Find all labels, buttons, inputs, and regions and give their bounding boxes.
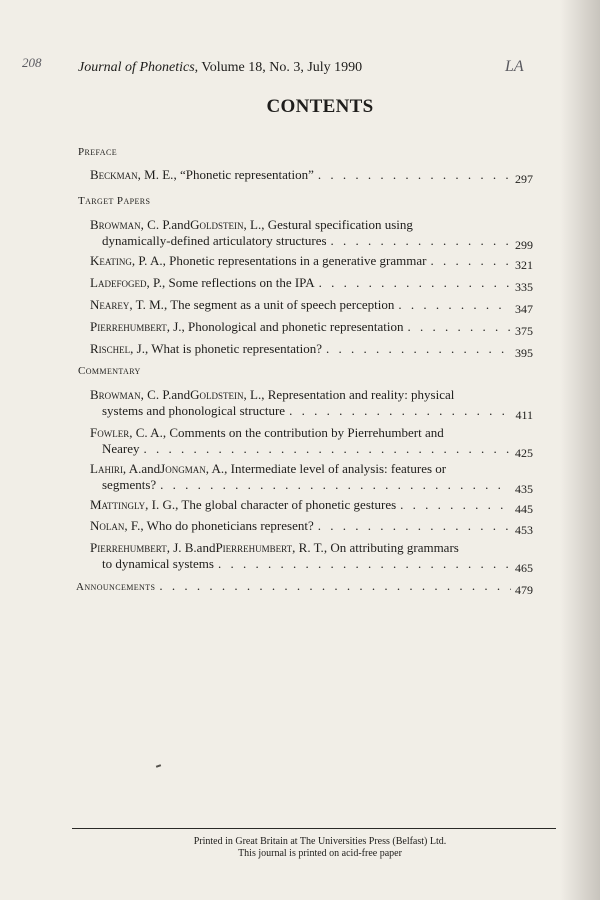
entry-page: 299 [515, 238, 533, 252]
entry-title: , Who do phoneticians represent? [140, 518, 314, 533]
entry-author: Nearey, T. M. [90, 297, 164, 312]
entry-author: Goldstein, L. [190, 217, 262, 232]
entry-author: Browman, C. P. [90, 217, 172, 232]
entry-page: 297 [515, 172, 533, 186]
entry-leader [159, 578, 511, 594]
entry-leader [218, 556, 511, 572]
entry-leader [319, 275, 511, 291]
entry-leader [144, 441, 511, 457]
toc-entry [90, 461, 533, 496]
entry-author: Nolan, F. [90, 518, 141, 533]
entry-leader [398, 297, 511, 313]
entry-author: Fowler, C. A. [90, 425, 163, 440]
toc-entry [90, 387, 533, 422]
page-edge-shadow [560, 0, 600, 900]
entry-author: Goldstein, L. [190, 387, 262, 402]
section-preface: Preface [78, 146, 117, 158]
entry-author: Pierrehumbert, J. B. [90, 540, 197, 555]
entry-and: and [141, 461, 161, 476]
entry-author: Ladefoged, P. [90, 275, 162, 290]
entry-author: Keating, P. A. [90, 253, 163, 268]
entry-leader [430, 253, 511, 269]
entry-leader [289, 403, 511, 419]
entry-title: , Some reflections on the IPA [161, 275, 315, 290]
entry-title: , Phonological and phonetic representation [181, 319, 404, 334]
toc-entry [90, 253, 533, 272]
entry-page: 453 [515, 523, 533, 537]
entry-and: and [171, 217, 191, 232]
entry-page: 411 [515, 408, 533, 422]
entry-page: 347 [515, 302, 533, 316]
entry-title: , Gestural specification using [261, 217, 413, 232]
entry-author: Lahiri, A. [90, 461, 142, 476]
entry-title: , The segment as a unit of speech perception [163, 297, 395, 312]
entry-author: Pierrehumbert, R. T. [215, 540, 324, 555]
entry-and: and [196, 540, 216, 555]
toc-entry [90, 297, 533, 316]
entry-leader [160, 477, 511, 493]
entry-page: 335 [515, 280, 533, 294]
page-title: CONTENTS [266, 96, 374, 117]
entry-title: , Representation and reality: physical [261, 387, 455, 402]
entry-author: Beckman, M. E. [90, 167, 174, 182]
entry-leader [400, 497, 511, 513]
entry-title: , Intermediate level of analysis: features or [224, 461, 447, 476]
toc-entry [90, 167, 533, 186]
journal-name: Journal of Phonetics [78, 60, 195, 75]
entry-title: , The global character of phonetic gestures [175, 497, 397, 512]
footer-rule [72, 828, 556, 829]
entry-page: 435 [515, 482, 533, 496]
footer-printer: Printed in Great Britain at The Universities Press (Belfast) Ltd. [193, 836, 447, 847]
entry-and: and [171, 387, 191, 402]
handwritten-page-note: 208 [22, 55, 42, 70]
ink-speck [156, 764, 161, 768]
entry-leader [331, 233, 511, 249]
toc-entry [90, 319, 533, 338]
entry-leader [408, 319, 511, 335]
entry-title: segments? [102, 477, 157, 492]
journal-header [78, 60, 362, 76]
entry-title: systems and phonological structure [102, 403, 286, 418]
entry-author: Jongman, A. [160, 461, 225, 476]
toc-entry [90, 217, 533, 252]
footer-paper-note: This journal is printed on acid-free paper [238, 848, 402, 859]
entry-author: Pierrehumbert, J. [90, 319, 182, 334]
toc-entry [90, 425, 533, 460]
entry-page: 465 [515, 561, 533, 575]
toc-entry-announcements [76, 578, 533, 595]
toc-entry [90, 341, 533, 360]
entry-page: 479 [515, 583, 533, 597]
entry-page: 395 [515, 346, 533, 360]
entry-title: to dynamical systems [102, 556, 214, 571]
entry-author: Rischel, J. [90, 341, 145, 356]
entry-page: 425 [515, 446, 533, 460]
entry-title: Nearey [102, 441, 140, 456]
entry-page: 445 [515, 502, 533, 516]
entry-title: , On attributing grammars [323, 540, 459, 555]
entry-title: , “Phonetic representation” [173, 167, 314, 182]
toc-entry [90, 497, 533, 516]
entry-leader [326, 341, 511, 357]
section-target-papers: Target Papers [78, 195, 151, 207]
entry-leader [318, 518, 511, 534]
section-announcements: Announcements [76, 581, 156, 593]
entry-title: dynamically-defined articulatory structures [102, 233, 327, 248]
entry-leader [318, 167, 511, 183]
entry-page: 321 [515, 258, 533, 272]
toc-entry [90, 518, 533, 537]
entry-page: 375 [515, 324, 533, 338]
entry-author: Browman, C. P. [90, 387, 172, 402]
toc-entry [90, 275, 533, 294]
handwritten-initials: LA [505, 58, 524, 75]
journal-issue: , Volume 18, No. 3, July 1990 [194, 60, 363, 75]
entry-author: Mattingly, I. G. [90, 497, 176, 512]
entry-title: , Comments on the contribution by Pierrehumbert and [162, 425, 444, 440]
toc-entry [90, 540, 533, 575]
entry-title: , What is phonetic representation? [144, 341, 322, 356]
section-commentary: Commentary [78, 365, 141, 377]
entry-title: , Phonetic representations in a generative grammar [162, 253, 427, 268]
